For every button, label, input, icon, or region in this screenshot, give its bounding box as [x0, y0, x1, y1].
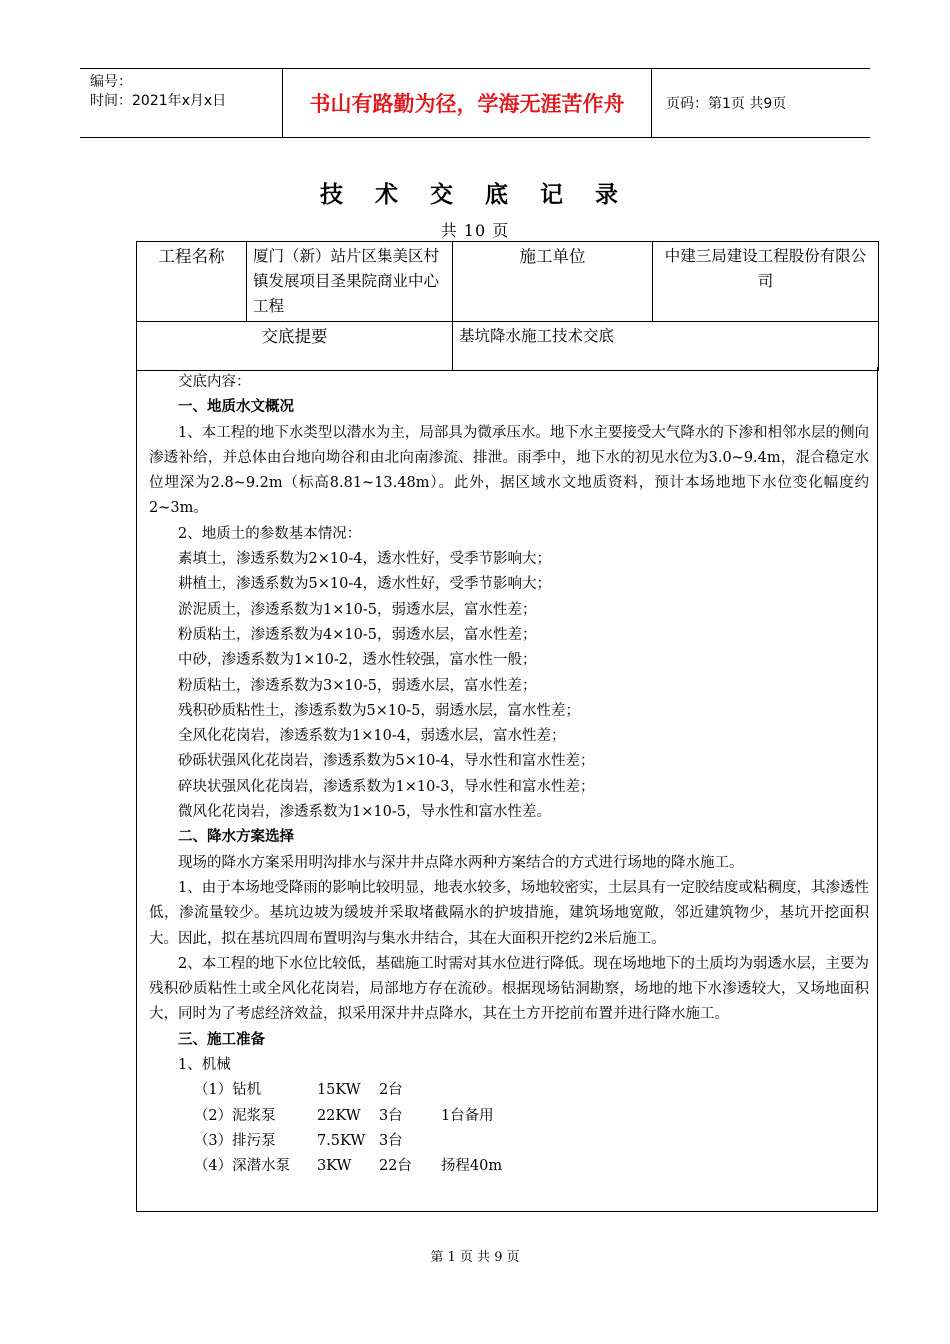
- section-1-title: 一、地质水文概况: [178, 399, 294, 416]
- summary-label: 交底提要: [137, 322, 453, 371]
- machine-qty: 22台: [378, 1158, 412, 1175]
- soil-item: 素填土，渗透系数为2×10-4，透水性好，受季节影响大；: [178, 551, 551, 568]
- content-intro: 交底内容：: [178, 374, 251, 390]
- time-label: 时间：2021年x月x日: [90, 93, 227, 109]
- section-2-paragraph-0: 现场的降水方案采用明沟排水与深井井点降水两种方案结合的方式进行场地的降水施工。: [178, 854, 744, 871]
- soil-item: 淤泥质土，渗透系数为1×10-5，弱透水层，富水性差；: [178, 601, 537, 618]
- code-label: 编号：: [90, 74, 132, 90]
- soil-item: 砂砾状强风化花岗岩，渗透系数为5×10-4，导水性和富水性差；: [178, 753, 595, 770]
- machine-qty: 3台: [378, 1107, 403, 1124]
- machine-qty: 3台: [378, 1132, 403, 1149]
- contractor-value: 中建三局建设工程股份有限公司: [653, 242, 879, 322]
- section-2-title: 二、降水方案选择: [178, 829, 294, 846]
- machine-row: [149, 1078, 869, 1103]
- machine-name: （1）钻机: [193, 1082, 262, 1099]
- project-name-label: 工程名称: [137, 242, 247, 322]
- soil-item: 全风化花岗岩，渗透系数为1×10-4，弱透水层，富水性差；: [178, 728, 566, 745]
- section-1-paragraph-2: 2、地质土的参数基本情况：: [178, 525, 362, 542]
- soil-item: 粉质粘土，渗透系数为3×10-5，弱透水层，富水性差；: [178, 677, 537, 694]
- section-2-paragraph-1: 1、由于本场地受降雨的影响比较明显，地表水较多，场地较密实，土层具有一定胶结度或粘稠度，其渗透性低，渗流量较少。基坑边坡为缓坡并采取堵截隔水的护坡措施，建筑场地宽敞，邻近建筑物少，基坑开挖面积大。因此，拟在基坑四周布置明沟与集水井结合，其在大面积开挖约2米后施工。: [149, 879, 869, 947]
- summary-value: 基坑降水施工技术交底: [453, 322, 879, 371]
- machine-note: 1台备用: [440, 1107, 494, 1124]
- header-motto: 书山有路勤为径，学海无涯苦作舟: [282, 69, 652, 137]
- soil-item: 粉质粘土，渗透系数为4×10-5，弱透水层，富水性差；: [178, 626, 537, 643]
- machine-name: （2）泥浆泵: [193, 1107, 276, 1124]
- header-meta: [80, 69, 282, 137]
- machine-qty: 2台: [378, 1082, 403, 1099]
- soil-item: 残积砂质粘性土，渗透系数为5×10-5，弱透水层，富水性差；: [178, 702, 580, 719]
- machine-name: （4）深潜水泵: [193, 1158, 291, 1175]
- section-3-title: 三、施工准备: [178, 1031, 265, 1048]
- info-table: [136, 241, 879, 371]
- section-2-paragraph-2: 2、本工程的地下水位比较低，基础施工时需对其水位进行降低。现在场地地下的土质均为弱透水层，主要为残积砂质粘性土或全风化花岗岩，局部地方存在流砂。根据现场钻洞勘察，场地的地下水渗透较大，又场地面积大，同时为了考虑经济效益，拟采用深井井点降水，其在土方开挖前布置并进行降水施工。: [149, 955, 869, 1023]
- machine-row: [149, 1129, 869, 1154]
- page-header: [80, 68, 870, 138]
- soil-item: 碎块状强风化花岗岩，渗透系数为1×10-3，导水性和富水性差；: [178, 778, 595, 795]
- machine-row: [149, 1154, 869, 1179]
- document-title: 技 术 交 底 记 录: [319, 182, 631, 208]
- contractor-label: 施工单位: [453, 242, 653, 322]
- machine-power: 3KW: [316, 1158, 352, 1175]
- soil-item: 微风化花岗岩，渗透系数为1×10-5，导水性和富水性差。: [178, 804, 551, 821]
- soil-item: 耕植土，渗透系数为5×10-4，透水性好，受季节影响大；: [178, 576, 551, 593]
- machine-power: 22KW: [316, 1107, 361, 1124]
- section-3-subtitle-1: 1、机械: [178, 1057, 231, 1074]
- page-footer: 第 1 页 共 9 页: [430, 1250, 520, 1265]
- header-page-info: 页码：第1页 共9页: [666, 96, 787, 112]
- content-body: [136, 367, 878, 1212]
- soil-item: 中砂，渗透系数为1×10-2，透水性较强，富水性一般；: [178, 652, 537, 669]
- section-1-paragraph-1: 1、本工程的地下水类型以潜水为主，局部具为微承压水。地下水主要接受大气降水的下渗和相邻水层的侧向渗透补给，并总体由台地向坳谷和由北向南渗流、排泄。雨季中，地下水的初见水位为3.0~9.4m，混合稳定水位埋深为2.8~9.2m（标高8.81~13.48m）。此外，据区域水文地质资料，预计本场地地下水位变化幅度约2~3m。: [149, 424, 869, 517]
- total-pages: 共 10 页: [440, 221, 510, 240]
- machine-note: 扬程40m: [440, 1158, 503, 1175]
- project-name-value: 厦门（新）站片区集美区村镇发展项目圣果院商业中心工程: [247, 242, 453, 322]
- machine-power: 15KW: [316, 1082, 361, 1099]
- machine-name: （3）排污泵: [193, 1132, 276, 1149]
- machine-power: 7.5KW: [316, 1132, 366, 1149]
- machine-row: [149, 1104, 869, 1129]
